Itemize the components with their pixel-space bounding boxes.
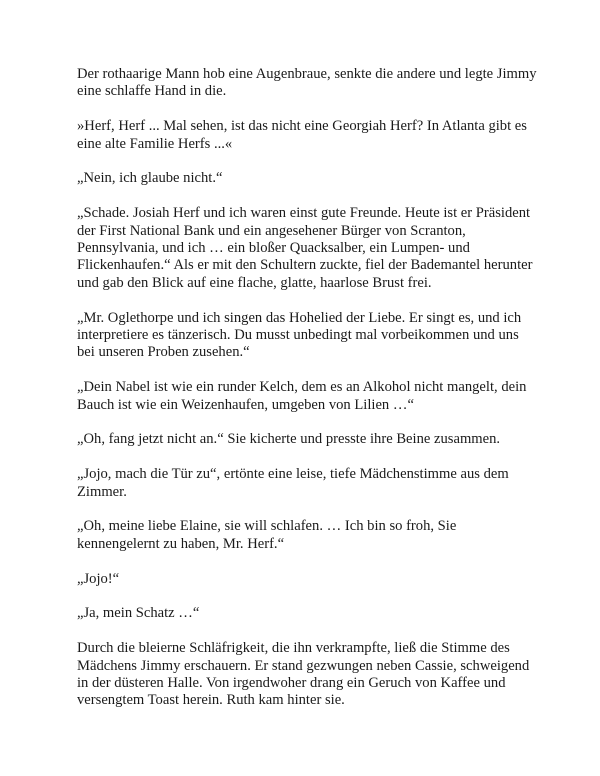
paragraph-2: »Herf, Herf ... Mal sehen, ist das nicht eine Georgiah Herf? In Atlanta gibt es eine alte Familie Herfs ...« (77, 118, 527, 152)
paragraph-1: Der rothaarige Mann hob eine Augenbraue, senkte die andere und legte Jimmy eine schlaffe Hand in die. (77, 66, 537, 100)
paragraph-6: „Dein Nabel ist wie ein runder Kelch, dem es an Alkohol nicht mangelt, dein Bauch ist wie ein Weizenhaufen, umgeben von Lilien …“ (77, 379, 527, 413)
paragraph-8: „Jojo, mach die Tür zu“, ertönte eine leise, tiefe Mädchenstimme aus dem Zimmer. (77, 466, 509, 500)
paragraph-3: „Nein, ich glaube nicht.“ (77, 170, 223, 187)
document-page (77, 66, 537, 727)
paragraph-5: „Mr. Oglethorpe und ich singen das Hohelied der Liebe. Er singt es, und ich interpretiere es tänzerisch. Du musst unbedingt mal vorbeikommen und uns bei unseren Proben zusehen.“ (77, 309, 522, 361)
paragraph-10: „Jojo!“ (77, 570, 120, 587)
paragraph-11: „Ja, mein Schatz …“ (77, 605, 200, 622)
paragraph-7: „Oh, fang jetzt nicht an.“ Sie kicherte und presste ihre Beine zusammen. (77, 431, 501, 448)
paragraph-9: „Oh, meine liebe Elaine, sie will schlafen. … Ich bin so froh, Sie kennengelernt zu haben, Mr. Herf.“ (77, 518, 457, 552)
paragraph-4: „Schade. Josiah Herf und ich waren einst gute Freunde. Heute ist er Präsident der First National Bank und ein angesehener Bürger von Scranton, Pennsylvania, und ich … ein bloßer Quacksalber, ein Lumpen- und Flickenhaufen.“ Als er mit den Schultern zuckte, fiel der Bademantel herunter und gab den Blick auf eine flache, glatte, haarlose Brust frei. (77, 205, 533, 291)
paragraph-12: Durch die bleierne Schläfrigkeit, die ihn verkrampfte, ließ die Stimme des Mädchens Jimmy erschauern. Er stand gezwungen neben Cassie, schweigend in der düsteren Halle. Von irgendwoher drang ein Geruch von Kaffee und versengtem Toast herein. Ruth kam hinter sie. (77, 640, 530, 709)
